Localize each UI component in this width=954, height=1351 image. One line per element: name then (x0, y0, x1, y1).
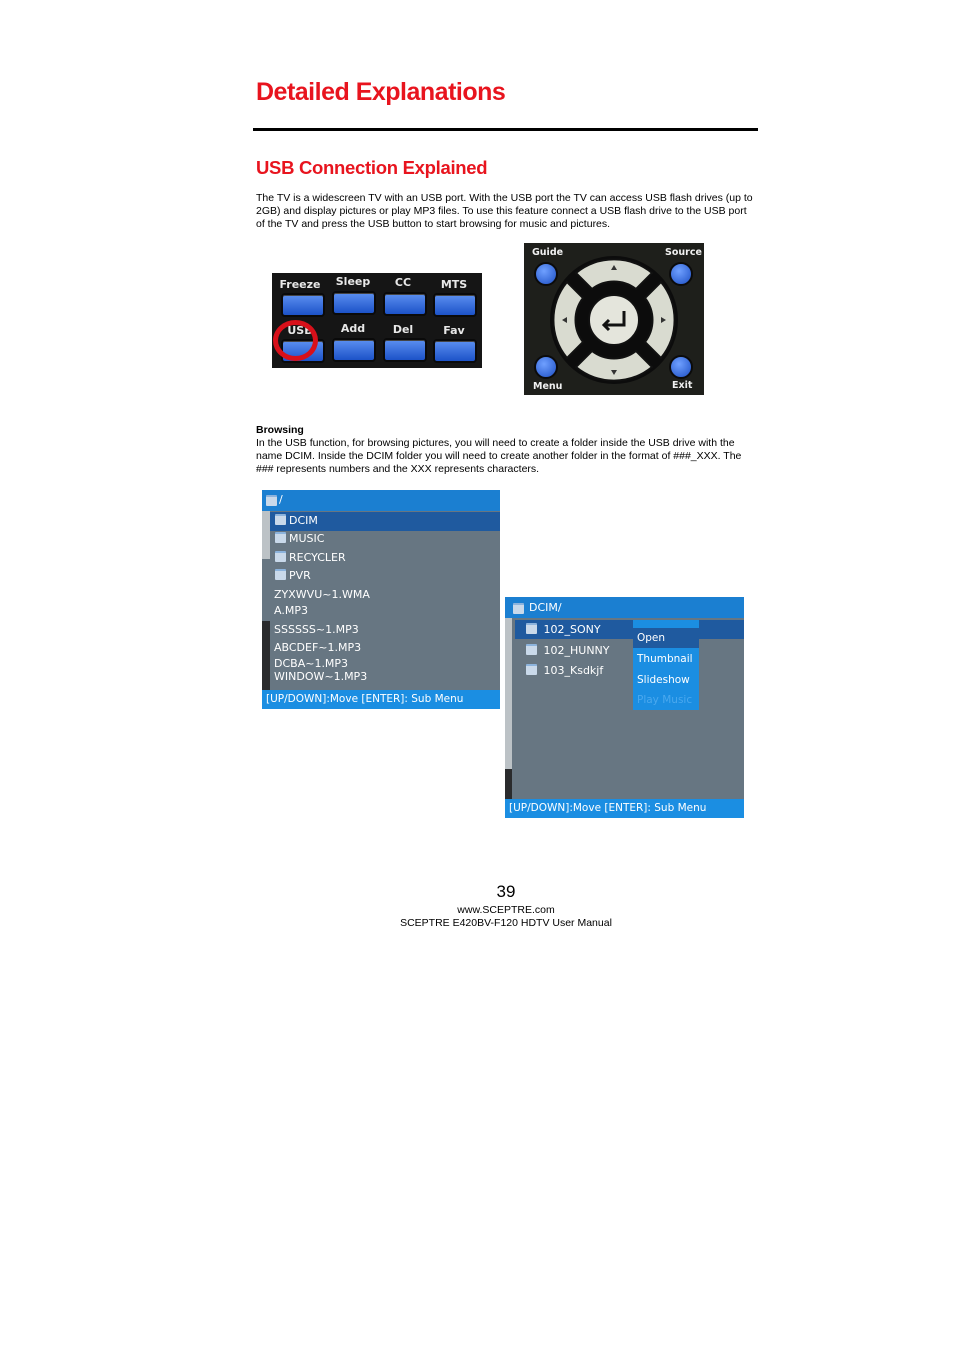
remote-button-del (383, 338, 427, 362)
root-file-row[interactable]: A.MP3 (274, 604, 308, 617)
remote-label-freeze: Freeze (279, 278, 321, 291)
folder-icon (526, 623, 537, 634)
remote-label-fav: Fav (443, 324, 465, 337)
remote-label-add: Add (340, 322, 366, 335)
menu-item-thumbnail[interactable]: Thumbnail (637, 653, 693, 665)
menu-item-open[interactable]: Open (633, 628, 699, 648)
browsing-paragraph: In the USB function, for browsing pictures, you will need to create a folder inside the USB drive with the name DCIM. Inside the DCIM folder you will need to create another folder in the format of ###_XXX. The ### represents numbers and the XXX represents characters. (256, 437, 742, 475)
root-path-header (262, 490, 500, 511)
menu-item-play-music[interactable]: Play Music (637, 694, 693, 706)
remote-button-fav (433, 339, 477, 363)
dpad-label-exit: Exit (672, 380, 693, 391)
remote-button-mts (433, 293, 477, 317)
root-footer-hint: [UP/DOWN]:Move [ENTER]: Sub Menu (262, 690, 500, 709)
folder-icon (526, 664, 537, 675)
dcim-path-header (505, 597, 744, 618)
usb-dcim-screen (505, 597, 744, 818)
page-number: 39 (496, 882, 516, 901)
root-folder-recycler[interactable]: RECYCLER (275, 551, 346, 564)
remote-button-cc (383, 292, 427, 316)
dpad-button-guide (534, 262, 558, 286)
folder-icon (275, 569, 286, 580)
folder-icon (275, 514, 286, 525)
remote-button-freeze (281, 293, 325, 317)
folder-icon (526, 644, 537, 655)
title-divider (253, 128, 758, 131)
remote-label-mts: MTS (440, 278, 468, 291)
folder-icon (266, 495, 277, 506)
root-file-row[interactable]: DCBA~1.MP3 (274, 657, 349, 670)
remote-label-cc: CC (394, 276, 412, 289)
scrollbar-thumb[interactable] (262, 621, 270, 690)
dcim-path: DCIM/ (529, 601, 562, 614)
dpad-button-source (669, 262, 693, 286)
folder-icon (275, 551, 286, 562)
menu-item-slideshow[interactable]: Slideshow (637, 674, 690, 686)
dpad-label-menu: Menu (533, 381, 563, 392)
usb-highlight-circle (273, 320, 318, 361)
intro-paragraph: The TV is a widescreen TV with an USB port. With the USB port the TV can access USB flash drives (up to 2GB) and display pictures or play MP3 files. To use this feature connect a USB flash drive to the USB port of the TV and press the USB button to start browsing for music and pictures. (256, 192, 753, 230)
section-title: USB Connection Explained (256, 157, 488, 178)
remote-label-del: Del (392, 323, 414, 336)
browsing-heading: Browsing (256, 424, 304, 436)
usb-root-screen (262, 490, 500, 709)
footer-website: www.SCEPTRE.com (457, 904, 555, 916)
folder-icon (275, 532, 286, 543)
root-folder-music[interactable]: MUSIC (275, 532, 324, 545)
dpad-button-menu (534, 355, 558, 379)
dpad-label-source: Source (665, 247, 702, 258)
root-folder-pvr[interactable]: PVR (275, 569, 311, 582)
remote-buttons-photo (272, 273, 482, 368)
root-folder-dcim[interactable]: DCIM (275, 514, 318, 527)
dpad-button-exit (669, 355, 693, 379)
sub-menu (633, 620, 699, 710)
dpad-label-guide: Guide (532, 247, 564, 258)
dcim-folder-102-sony[interactable]: 102_SONY (526, 623, 601, 636)
root-file-row[interactable]: ABCDEF~1.MP3 (274, 641, 362, 654)
scrollbar-track (505, 618, 512, 769)
dcim-folder-102-hunny[interactable]: 102_HUNNY (526, 644, 610, 657)
scrollbar-track (262, 511, 270, 559)
footer-manual-title: SCEPTRE E420BV-F120 HDTV User Manual (400, 917, 612, 929)
dcim-folder-103-ksdkjf[interactable]: 103_Ksdkjf (526, 664, 603, 677)
remote-button-sleep (332, 291, 376, 315)
root-file-row[interactable]: ZYXWVU~1.WMA (274, 588, 370, 601)
remote-dpad-photo (524, 243, 704, 395)
scrollbar-thumb[interactable] (505, 769, 512, 799)
root-file-row[interactable]: SSSSSS~1.MP3 (274, 623, 359, 636)
remote-label-usb: USB (287, 324, 313, 337)
dcim-footer-hint: [UP/DOWN]:Move [ENTER]: Sub Menu (505, 799, 744, 818)
folder-icon (513, 603, 524, 614)
remote-label-sleep: Sleep (335, 275, 371, 288)
root-file-row[interactable]: WINDOW~1.MP3 (274, 670, 368, 683)
root-path: / (279, 493, 283, 506)
page-title: Detailed Explanations (256, 78, 506, 106)
remote-button-add (332, 338, 376, 362)
